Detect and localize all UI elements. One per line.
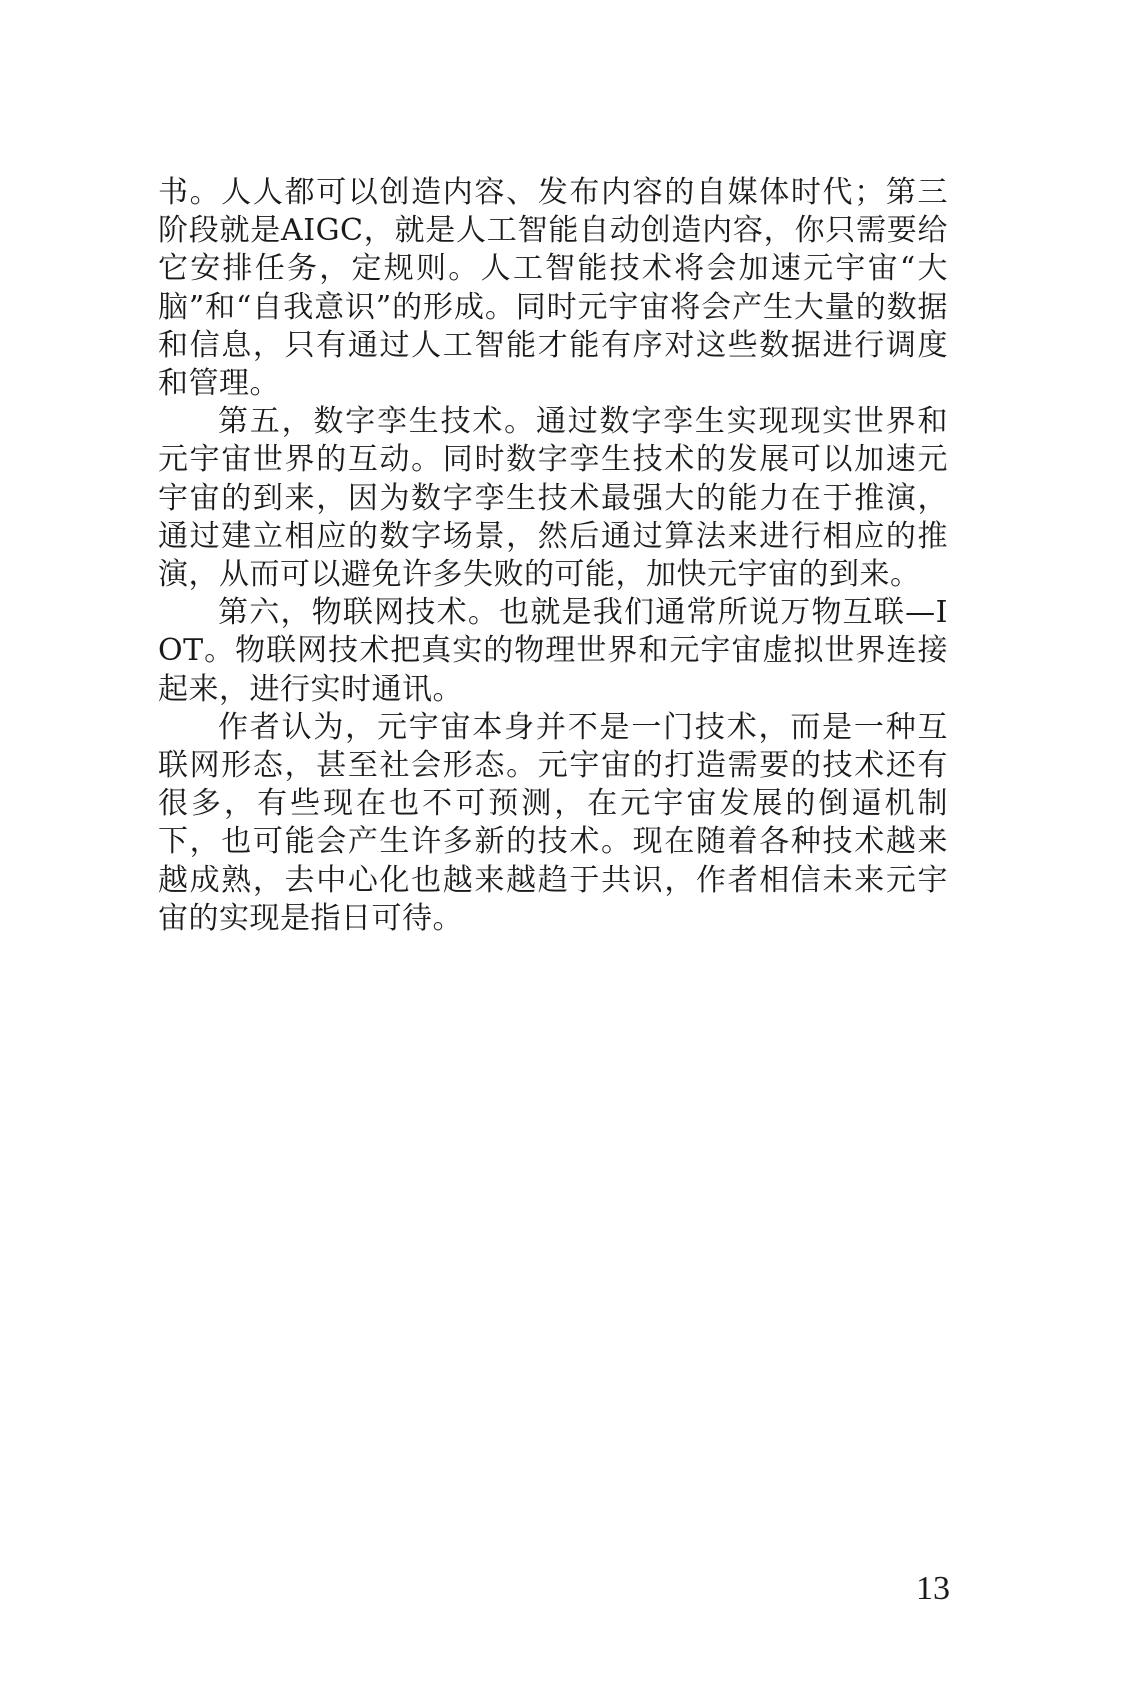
paragraph-conclusion: 作者认为，元宇宙本身并不是一门技术，而是一种互联网形态，甚至社会形态。元宇宙的打造需要的技术还有很多，有些现在也不可预测，在元宇宙发展的倒逼机制下，也可能会产生许多新的技术。现在随着各种技术越来越成熟，去中心化也越来越趋于共识，作者相信未来元宇宙的实现是指日可待。 [158, 709, 948, 936]
paragraph-digital-twin: 第五，数字孪生技术。通过数字孪生实现现实世界和元宇宙世界的互动。同时数字孪生技术的发展可以加速元宇宙的到来，因为数字孪生技术最强大的能力在于推演，通过建立相应的数字场景，然后通过算法来进行相应的推演，从而可以避免许多失败的可能，加快元宇宙的到来。 [158, 404, 948, 593]
page-number: 13 [916, 1570, 950, 1607]
body-text [158, 174, 948, 938]
paragraph-continued: 书。人人都可以创造内容、发布内容的自媒体时代；第三阶段就是AIGC，就是人工智能自动创造内容，你只需要给它安排任务，定规则。人工智能技术将会加速元宇宙“大脑”和“自我意识”的形成。同时元宇宙将会产生大量的数据和信息，只有通过人工智能才能有序对这些数据进行调度和管理。 [158, 175, 948, 402]
paragraph-iot: 第六，物联网技术。也就是我们通常所说万物互联—IOT。物联网技术把真实的物理世界和元宇宙虚拟世界连接起来，进行实时通讯。 [158, 595, 948, 707]
